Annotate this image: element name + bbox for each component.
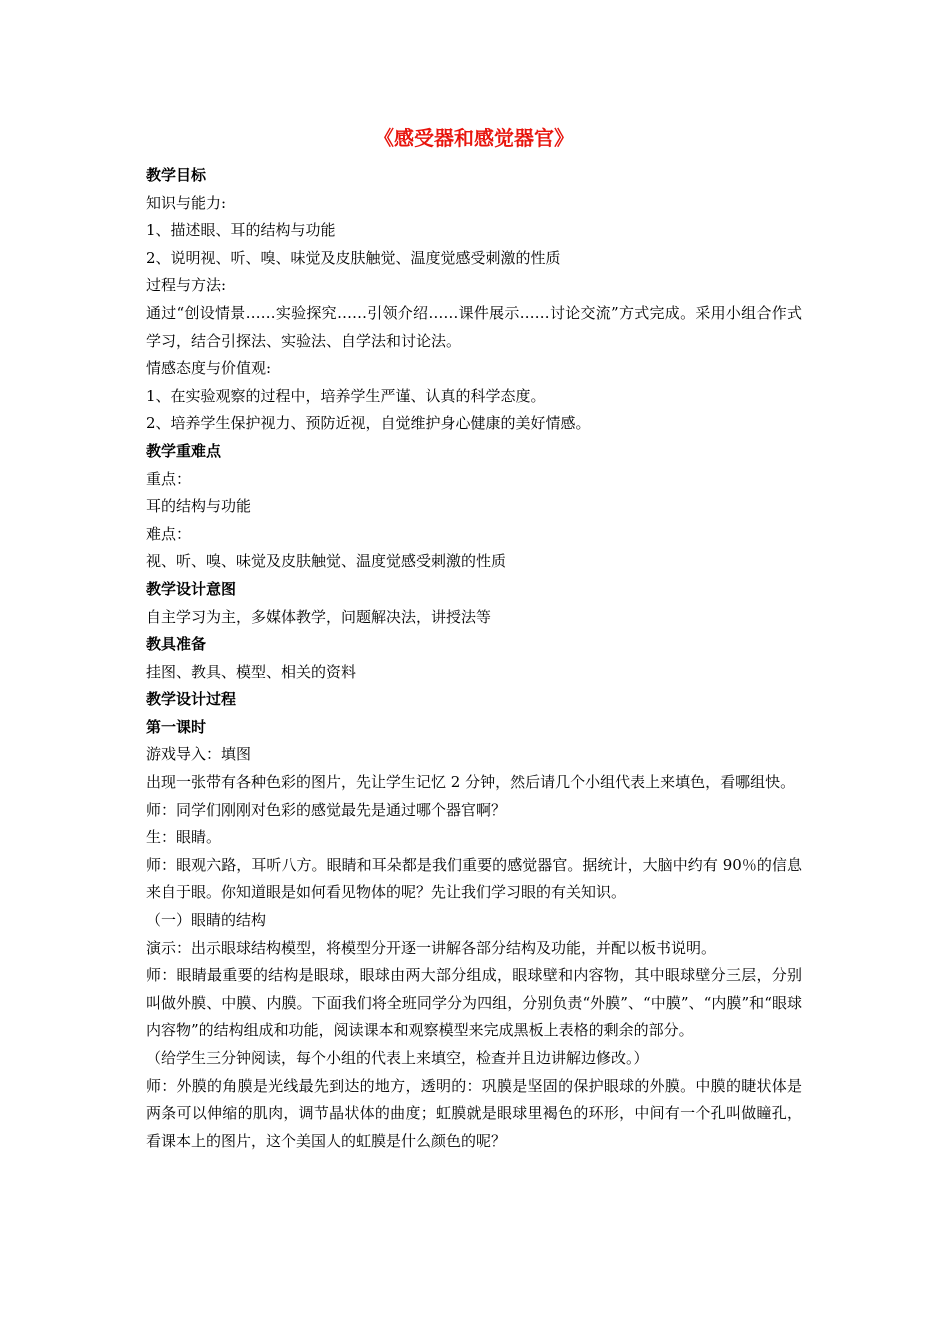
text-line: 难点：: [146, 524, 192, 543]
text-line: 知识与能力:: [146, 193, 227, 212]
text-line: 自主学习为主，多媒体教学，问题解决法，讲授法等: [146, 607, 492, 626]
text-line: 情感态度与价值观:: [146, 359, 272, 378]
text-line: 2、培养学生保护视力、预防近视，自觉维护身心健康的美好情感。: [146, 414, 591, 433]
section-heading: 第一课时: [146, 717, 207, 736]
text-line: 1、在实验观察的过程中，培养学生严谨、认真的科学态度。: [146, 386, 546, 405]
text-line: 挂图、教具、模型、相关的资料: [146, 662, 357, 681]
text-line: 视、听、嗅、味觉及皮肤触觉、温度觉感受刺激的性质: [146, 552, 507, 571]
paragraph: 出现一张带有各种色彩的图片，先让学生记忆 2 分钟，然后请几个小组代表上来填色，看哪组快。: [146, 773, 796, 792]
section-heading: 教学目标: [146, 166, 207, 184]
text-line: 过程与方法:: [146, 276, 227, 295]
section-heading: 教学设计意图: [146, 579, 237, 598]
paragraph: 通过“创设情景……实验探究……引领介绍……课件展示……讨论交流”方式完成。采用小组合作式学习，结合引探法、实验法、自学法和讨论法。: [146, 303, 802, 350]
text-line: 2、说明视、听、嗅、味觉及皮肤触觉、温度觉感受刺激的性质: [146, 248, 561, 267]
text-line: （一）眼睛的结构: [146, 911, 267, 930]
paragraph: 师：外膜的角膜是光线最先到达的地方，透明的：巩膜是坚固的保护眼球的外膜。中膜的睫状体是两条可以伸缩的肌肉，调节晶状体的曲度；虹膜就是眼球里褐色的环形，中间有一个孔叫做瞳孔，看课本上的图片，这个美国人的虹膜是什么颜色的呢？: [146, 1076, 802, 1150]
text-line: 游戏导入：填图: [146, 745, 252, 764]
text-line: 演示：出示眼球结构模型，将模型分开逐一讲解各部分结构及功能，并配以板书说明。: [146, 938, 717, 957]
text-line: 1、描述眼、耳的结构与功能: [146, 221, 336, 240]
section-heading: 教学设计过程: [146, 690, 237, 709]
text-line: （给学生三分钟阅读，每个小组的代表上来填空，检查并且边讲解边修改。）: [146, 1049, 649, 1067]
document-body: [146, 162, 802, 1155]
section-heading: 教具准备: [146, 635, 207, 654]
text-line: 生：眼睛。: [146, 828, 222, 847]
document-title: 《感受器和感觉器官》: [374, 126, 574, 150]
section-heading: 教学重难点: [146, 441, 222, 460]
text-line: 重点：: [146, 469, 192, 488]
text-line: 师：同学们刚刚对色彩的感觉最先是通过哪个器官啊？: [146, 800, 507, 819]
paragraph: 师：眼睛最重要的结构是眼球，眼球由两大部分组成，眼球壁和内容物，其中眼球壁分三层，分别叫做外膜、中膜、内膜。下面我们将全班同学分为四组，分别负责“外膜”、“中膜”、“内膜”和“眼球内容物”的结构组成和功能，阅读课本和观察模型来完成黑板上表格的剩余的部分。: [146, 966, 802, 1040]
paragraph: 师：眼观六路，耳听八方。眼睛和耳朵都是我们重要的感觉器官。据统计，大脑中约有 90％的信息来自于眼。你知道眼是如何看见物体的呢？先让我们学习眼的有关知识。: [146, 855, 802, 902]
text-line: 耳的结构与功能: [146, 497, 252, 516]
